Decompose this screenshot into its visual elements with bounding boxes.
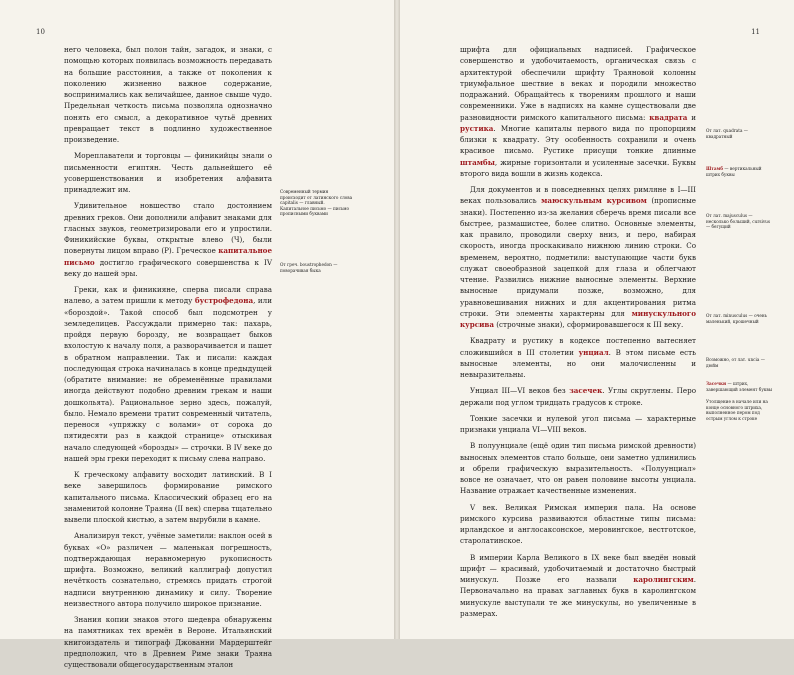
margin-note [280, 189, 354, 217]
paragraph [460, 502, 696, 547]
text-run: . Первоначально на правах заглавных букв в каролингском минускуле выступали те же минускулы, но увеличенные в размерах. [460, 575, 696, 618]
text-run: — вертикальный штрих буквы [706, 166, 762, 177]
text-run: От греч. boustrophedon — поворачивая быка [280, 262, 338, 273]
left-page [0, 0, 394, 669]
term-highlight: штамбы [460, 157, 495, 167]
text-run: От лат. majusculus — несколько больший, cursivus — бегущий [706, 213, 771, 230]
text-run: От лат. quadrata — квадратный [706, 128, 748, 139]
text-run: От лат. minusculus — очень маленький, крошечный [706, 313, 767, 324]
right-main-text [460, 44, 696, 624]
text-run: , или «бороздой». Такой способ был подсмотрен у земледелицев. Рассуждали примерно так: пахарь, пройдя первую борозду, не возвращает быков вхолостую к началу поля, а разворачивается и пашет в обратном направлении. Так и писали: каждая последующая строка начиналась в конце предыдущей (обратите внимание: не обременённые правилами иногда действуют подобно древним грекам и наши дошкольята). Рациональное зерно здесь, пожалуй, было. Немало времени тратит современный читатель, перенося «упряжку с волами» от сорока до пятидесяти раз в каждой странице» отыскивая начало следующей «борозды» — строчки. В IV веке до нашей эры греки переходят к письму слева направо. [64, 296, 272, 463]
margin-note [706, 166, 774, 177]
text-run: (прописные знаки). Постепенно из-за желания сберечь время писали все быстрее, размашистее, более слитно. Основные элементы, как правило, проводили сверху вниз, и перо, набирая скорость, иногда проскакивало нижнюю линию строки. Со временем, вероятно, подметили: выступающие части букв служат своеобразной зацепкой для глаза и облегчают чтение. Развились нижние выносные элементы. Верхние выносные придумали позже, возможно, для уравновешивания нижних и для акцентирования ритма строки. Эти элементы характерны для [460, 196, 696, 318]
text-run: Знания копии знаков этого шедевра обнаружены на памятниках тех времён в Вероне. Итальянский книгоиздатель и типограф Джованни Мардерштейг предположил, что в Древнем Риме знаки Траяна существовали общегосударственным эталон [64, 615, 272, 669]
text-run: К греческому алфавиту восходит латинский. В I веке завершилось формирование римского капитального письма. Классический образец его на знаменитой колонне Траяна (II век) сперва тщательно вывели плоской кистью, а затем вырубили в камне. [64, 470, 272, 524]
term-highlight: унциал [578, 347, 609, 357]
text-run: — штрих, завершающий элемент буквы [706, 381, 773, 392]
margin-note [706, 213, 774, 230]
term-highlight: Штамб [706, 166, 724, 171]
margin-note [706, 381, 774, 392]
paragraph [64, 150, 272, 195]
right-page [400, 0, 794, 639]
text-run: В империи Карла Великого в IX веке был введён новый шрифт — красивый, удобочитаемый и достаточно быстрый минускул. Позже его назвали [460, 552, 696, 584]
paragraph [460, 413, 696, 436]
paragraph [64, 469, 272, 525]
text-run: Тонкие засечки и нулевой угол письма — характерные признаки унциала VI—VIII веков. [460, 413, 696, 434]
text-run: (строчные знаки), сформировавшегося к III веку. [493, 320, 684, 329]
text-run: Удивительное новшество стало достоянием древних греков. Они дополнили алфавит знаками для гласных звуков, геометризировали его и упростили. Финикийские буквы, открытые влево (Ч), были повернуты лицом вправо (Р). Греческое [64, 201, 272, 256]
text-run: Современный термин происходит от латинского слова capitalis — главный. Капитальное письмо — письмо прописными буквами [280, 189, 353, 217]
text-run: V век. Великая Римская империя пала. На основе римского курсива развиваются областные типы письма: ирландское и англосаксонское, меровингское, вестготское, старолатинское. [460, 502, 696, 546]
margin-note [706, 399, 774, 421]
term-highlight: бустрофедона [194, 296, 254, 306]
margin-note [706, 128, 774, 139]
term-highlight: каролингским [633, 575, 694, 584]
term-highlight: капитальное письмо [64, 246, 272, 267]
text-run: В полуунциале (ещё один тип письма римской древности) выносных элементов стало больше, они заметно удлинились и обрели графическую выразительность. «Полуунциал» вовсе не означает, что он равен половине высоты унциала. Название отражает качественные изменения. [460, 441, 696, 496]
paragraph [64, 44, 272, 145]
text-run: Греки, как и финикияне, сперва писали справа налево, а затем пришли к методу [64, 285, 272, 306]
paragraph [460, 385, 696, 408]
term-highlight: рустика [460, 123, 494, 133]
page-number-left: 10 [36, 28, 45, 36]
paragraph [64, 530, 272, 609]
text-run: Квадрату и рустику в кодексе постепенно вытесняет сложившийся в III столетии [460, 336, 696, 357]
text-run: , жирные горизонтали и усиленные засечки. Буквы второго вида вошли в жизнь кодекса. [460, 157, 696, 178]
margin-note [280, 262, 354, 273]
text-run: Анализируя текст, учёные заметили: наклон осей в буквах «О» различен — маленькая погрешность, подтверждающая неравномерную рукописность шрифта. Возможно, великий каллиграф допустил нечёткость сознательно, стремясь придать строгой надписи внутреннюю динамику и силу. Творение неизвестного автора получило широкое признание. [64, 531, 272, 608]
text-run: . В этом письме есть выносные элементы, но они малочисленны и невыразительны. [460, 347, 696, 379]
left-main-text [64, 44, 272, 675]
page-number-right: 11 [751, 28, 760, 36]
margin-note [706, 313, 774, 324]
text-run: и [687, 112, 696, 122]
text-run: него человека, был полон тайн, загадок, и знаки, с помощью которых появилась возможность передавать на большие расстояния, а также от поколения к поколению жизненно важное содержание, воспринимались как величайшее, данное свыше чудо. Предельная четкость письма позволяла однозначно понять его смысл, а декоративное чутьё древних превращает текст в подлинно художественное произведение. [64, 45, 272, 144]
paragraph [460, 440, 696, 496]
text-run: . Многие капиталы первого вида по пропорциям близки к квадрату. Эту особенность сохранили и очень красивое письмо. Рустике присущи тонкие длинные [460, 123, 696, 156]
text-run: . Углы скруглены. Перо держали под углом тридцать градусов к строке. [460, 386, 696, 407]
text-run: достигло графического совершенства к IV веку до нашей эры. [64, 257, 272, 278]
text-run: Для документов и в повседневных целях римляне в I—III веках пользовались [460, 185, 696, 206]
paragraph [460, 335, 696, 380]
text-run: Унциал III—VI веков без [470, 386, 570, 396]
term-highlight: квадрата [649, 112, 688, 122]
text-run: Утолщение в начале или на конце основного штриха, выполненное пером под острым углом к строке [706, 399, 768, 421]
paragraph [64, 200, 272, 279]
margin-note [706, 357, 774, 368]
text-run: Возможно, от лат. uncia — дюйм [706, 357, 765, 368]
paragraph [460, 184, 696, 330]
term-highlight: засечек [569, 386, 603, 396]
term-highlight: минускульного курсива [460, 308, 696, 329]
text-run: шрифта для официальных надписей. Графическое совершенство и удобочитаемость, органическая связь с архитектурой обеспечили шрифту Траяновой колонны триумфальное шествие в веках и породили множество подражаний. Обращайтесь к творениям прошлого и наши современники. Уже в надписях на камне существовали две разновидности римского капитального письма: [460, 45, 696, 122]
text-run: Мореплаватели и торговцы — финикийцы знали о письменности египтян. Честь дальнейшего её усовершенствования и изобретения алфавита принадлежит им. [64, 151, 272, 194]
term-highlight: маюскульным курсивом [541, 196, 647, 206]
paragraph [460, 552, 696, 620]
paragraph [460, 44, 696, 179]
paragraph [64, 614, 272, 670]
term-highlight: Засечки [706, 381, 727, 386]
paragraph [64, 284, 272, 464]
